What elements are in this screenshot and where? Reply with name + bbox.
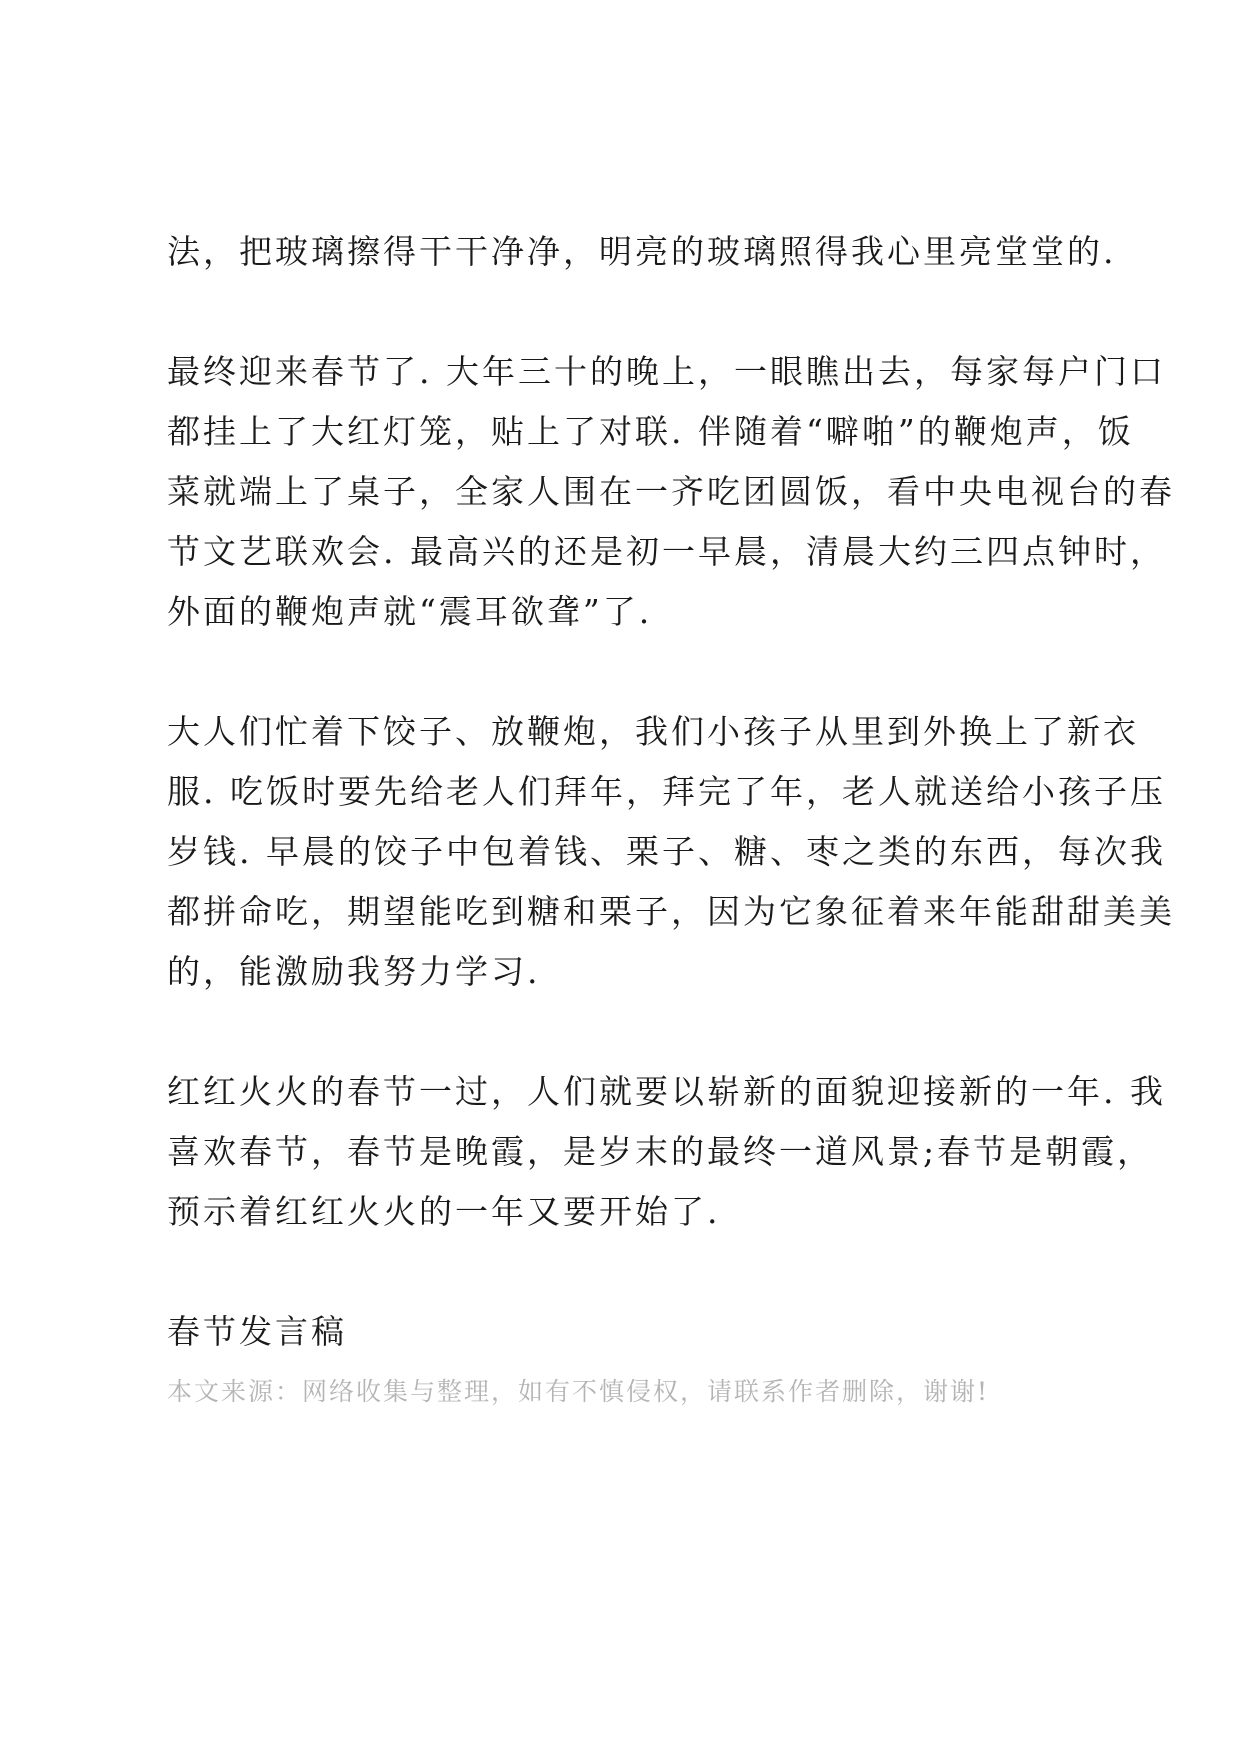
document-title: 春节发言稿 — [167, 1312, 347, 1351]
paragraph-line: 的，能激励我努力学习. — [167, 952, 541, 991]
paragraph-line: 菜就端上了桌子，全家人围在一齐吃团圆饭，看中央电视台的春 — [167, 472, 1175, 511]
paragraph-line: 都挂上了大红灯笼，贴上了对联. 伴随着“噼啪”的鞭炮声，饭 — [167, 412, 1134, 451]
paragraph-line: 法，把玻璃擦得干干净净，明亮的玻璃照得我心里亮堂堂的. — [167, 232, 1117, 271]
paragraph-line: 预示着红红火火的一年又要开始了. — [167, 1192, 721, 1231]
paragraph-line: 服. 吃饭时要先给老人们拜年，拜完了年，老人就送给小孩子压 — [167, 772, 1166, 811]
paragraph-line: 都拼命吃，期望能吃到糖和栗子，因为它象征着来年能甜甜美美 — [167, 892, 1175, 931]
paragraph-line: 岁钱. 早晨的饺子中包着钱、栗子、糖、枣之类的东西，每次我 — [167, 832, 1166, 871]
paragraph-gap — [167, 1242, 1097, 1302]
paragraph-3 — [167, 702, 1175, 1002]
paragraph-1 — [167, 222, 1117, 282]
paragraph-line: 喜欢春节，春节是晚霞，是岁末的最终一道风景;春节是朝霞， — [167, 1132, 1154, 1171]
source-note: 本文来源：网络收集与整理，如有不慎侵权，请联系作者删除，谢谢! — [167, 1377, 990, 1406]
document-body — [167, 222, 1175, 1410]
paragraph-4 — [167, 1062, 1166, 1242]
paragraph-line: 外面的鞭炮声就“震耳欲聋”了. — [167, 592, 653, 631]
paragraph-line: 最终迎来春节了. 大年三十的晚上，一眼瞧出去，每家每户门口 — [167, 352, 1166, 391]
paragraph-line: 大人们忙着下饺子、放鞭炮，我们小孩子从里到外换上了新衣 — [167, 712, 1139, 751]
paragraph-gap — [167, 1002, 1097, 1062]
paragraph-gap — [167, 642, 1097, 702]
paragraph-line: 节文艺联欢会. 最高兴的还是初一早晨，清晨大约三四点钟时， — [167, 532, 1166, 571]
paragraph-2 — [167, 342, 1175, 642]
paragraph-line: 红红火火的春节一过，人们就要以崭新的面貌迎接新的一年. 我 — [167, 1072, 1166, 1111]
paragraph-gap — [167, 282, 1097, 342]
